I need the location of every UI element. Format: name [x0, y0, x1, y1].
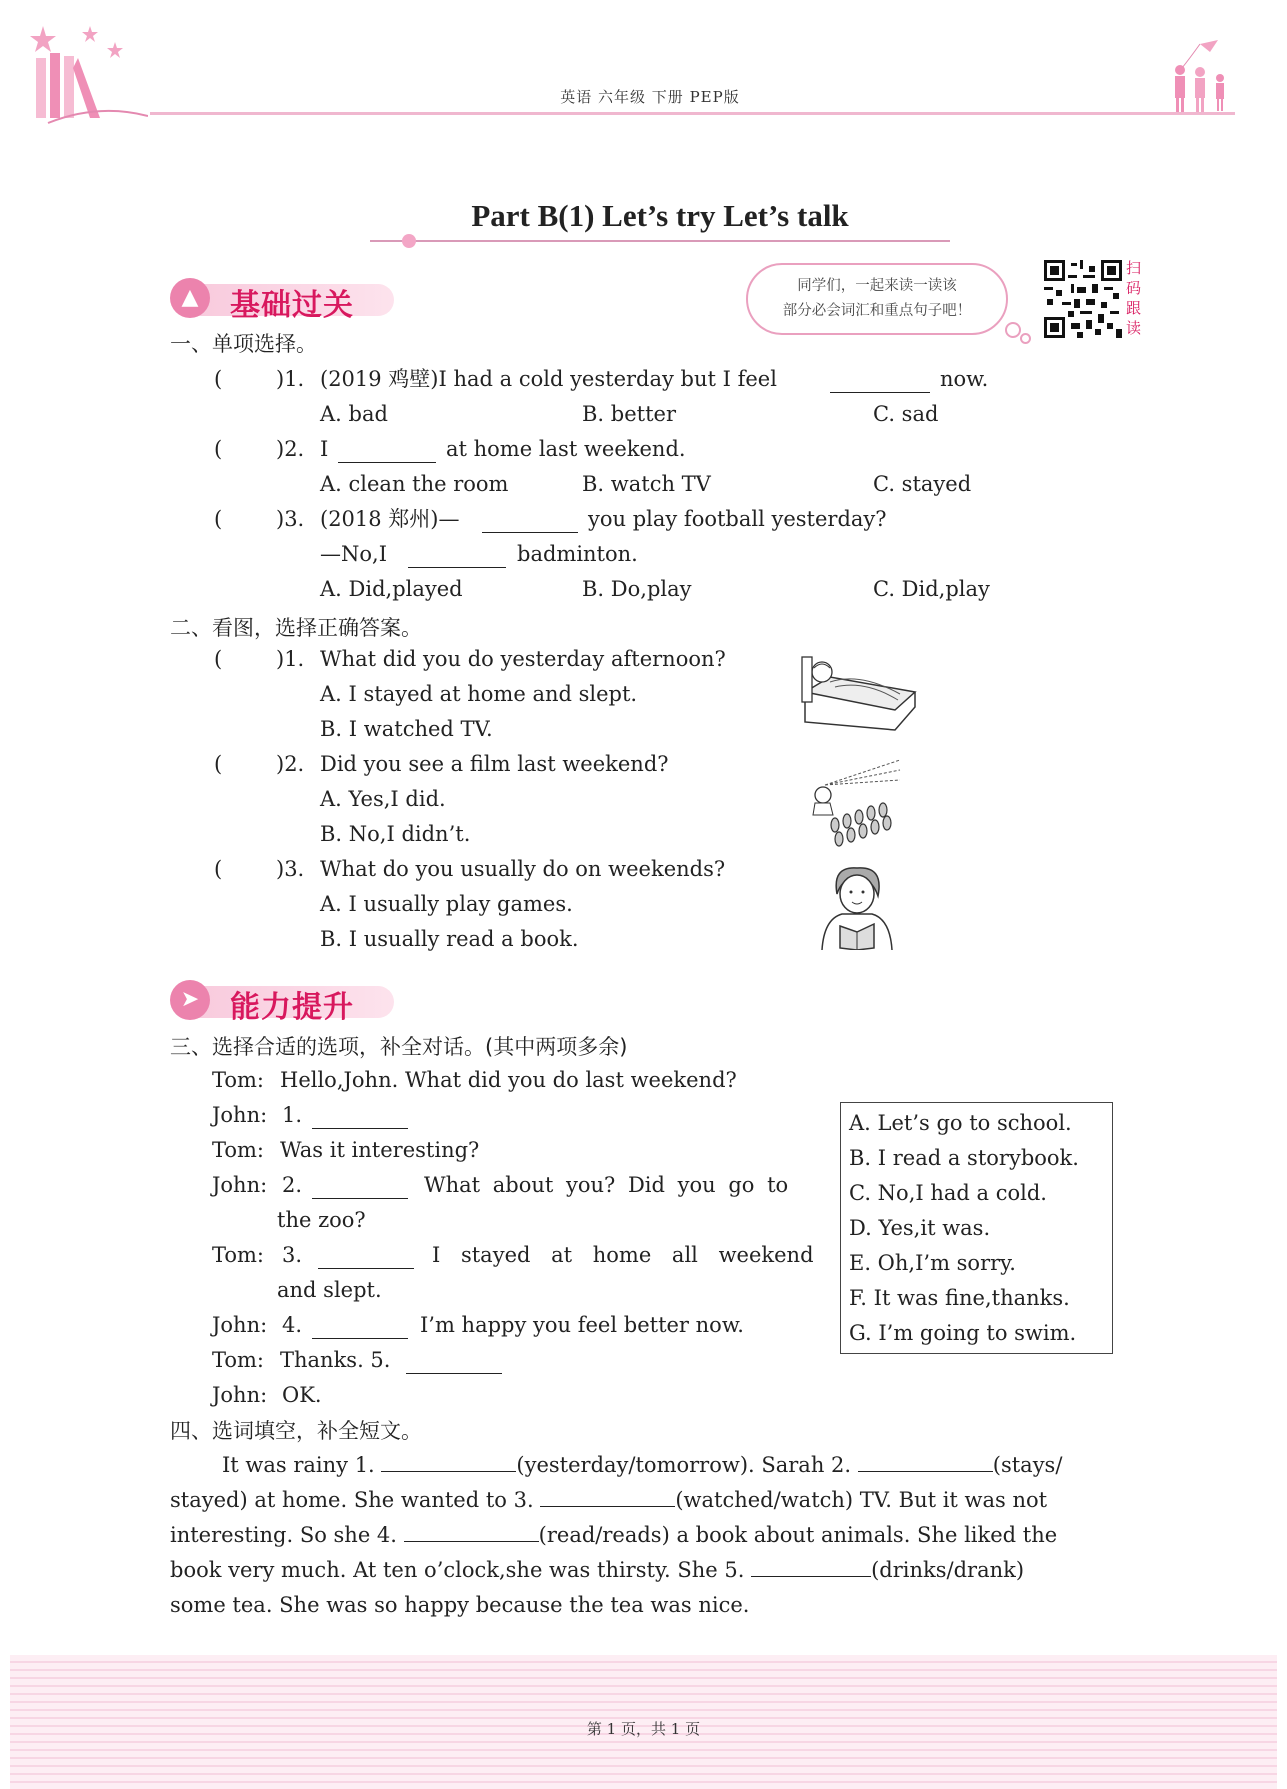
option-b: B. I watched TV.	[320, 717, 493, 741]
dialogue-speaker: John:	[212, 1383, 268, 1407]
option-b: B. watch TV	[582, 472, 711, 496]
question-paren: (	[214, 857, 223, 881]
question-paren: (	[214, 647, 223, 671]
answer-blank[interactable]	[381, 1451, 516, 1472]
title-dot	[402, 234, 416, 248]
question-paren: (	[214, 507, 223, 531]
dialogue-text: Hello,John. What did you do last weekend?	[280, 1068, 737, 1092]
dialogue-after: I stayed at home all weekend	[432, 1243, 814, 1267]
option-a: A. I stayed at home and slept.	[320, 682, 638, 706]
section-basic-banner	[170, 276, 405, 323]
option-item: G. I’m going to swim.	[849, 1321, 1077, 1345]
dialogue-speaker: Tom:	[212, 1348, 265, 1372]
answer-blank[interactable]	[338, 442, 436, 463]
part4-heading: 四、选词填空，补全短文。	[170, 1419, 422, 1443]
section-basic-label: 基础过关	[230, 288, 354, 323]
option-item: A. Let’s go to school.	[849, 1111, 1072, 1135]
option-a: A. Did,played	[320, 577, 463, 601]
option-b: B. Do,play	[582, 577, 692, 601]
answer-blank[interactable]	[751, 1556, 871, 1577]
option-b: B. No,I didn’t.	[320, 822, 471, 846]
passage-line: It was rainy 1. (yesterday/tomorrow). Sarah 2. (stays/	[222, 1453, 1063, 1477]
option-c: C. Did,play	[873, 577, 990, 601]
part1-heading: 一、单项选择。	[170, 332, 317, 356]
question-text: I	[320, 437, 329, 461]
header-rule	[150, 112, 1235, 115]
bubble-line-2: 部分必会词汇和重点句子吧！	[782, 303, 972, 319]
section-advanced-label: 能力提升	[230, 990, 354, 1025]
passage-line: book very much. At ten o’clock,she was thirsty. She 5. (drinks/drank)	[170, 1558, 1025, 1582]
dialogue-text: OK.	[282, 1383, 322, 1407]
passage-line: some tea. She was so happy because the tea was nice.	[170, 1593, 750, 1617]
question-line2: —No,I	[320, 542, 387, 566]
question-number: )1.	[276, 367, 305, 391]
qr-label: 扫 码 跟 读	[1126, 259, 1142, 337]
option-a: A. bad	[320, 402, 388, 426]
options-box	[840, 1102, 1113, 1354]
part2-heading: 二、看图，选择正确答案。	[170, 616, 422, 640]
question-paren: (	[214, 437, 223, 461]
bubble-line-1: 同学们，一起来读一读该	[797, 278, 957, 294]
answer-blank[interactable]	[830, 372, 930, 393]
option-item: C. No,I had a cold.	[849, 1181, 1047, 1205]
header-kids-illustration	[1160, 38, 1240, 116]
option-a: A. I usually play games.	[320, 892, 573, 916]
option-b: B. better	[582, 402, 676, 426]
section-advanced-banner	[170, 978, 405, 1025]
question-text: (2019 鸡壁)I had a cold yesterday but I feel	[320, 367, 777, 391]
answer-blank[interactable]	[408, 547, 506, 568]
answer-blank[interactable]	[482, 512, 578, 533]
page-title: Part B(1) Let’s try Let’s talk	[471, 198, 849, 233]
question-text: What did you do yesterday afternoon?	[320, 647, 726, 671]
answer-blank[interactable]	[404, 1521, 539, 1542]
sleeping-in-bed-image	[800, 652, 920, 732]
header-logo	[28, 18, 148, 128]
question-text: What do you usually do on weekends?	[320, 857, 726, 881]
dialogue-text: Thanks. 5.	[280, 1348, 391, 1372]
answer-blank[interactable]	[858, 1451, 993, 1472]
question-number: )2.	[276, 752, 305, 776]
answer-blank[interactable]	[540, 1486, 675, 1507]
answer-blank[interactable]	[312, 1178, 408, 1199]
dialogue-text: 3.	[282, 1243, 303, 1267]
bubble-tail-small	[1020, 333, 1031, 344]
dialogue-continued: the zoo?	[277, 1208, 366, 1232]
option-a: A. Yes,I did.	[320, 787, 446, 811]
option-a: A. clean the room	[320, 472, 509, 496]
girl-reading-image	[812, 864, 902, 950]
dialogue-text: Was it interesting?	[280, 1138, 480, 1162]
qr-code-icon[interactable]	[1044, 260, 1122, 338]
dialogue-speaker: John:	[212, 1313, 268, 1337]
question-tail: at home last weekend.	[446, 437, 686, 461]
answer-blank[interactable]	[312, 1318, 408, 1339]
dialogue-speaker: John:	[212, 1173, 268, 1197]
rocket-icon: ➤	[170, 980, 210, 1020]
speech-bubble	[746, 263, 1008, 335]
question-paren: (	[214, 367, 223, 391]
graduation-cap-icon: ▲	[170, 278, 210, 318]
dialogue-after: What about you? Did you go to	[424, 1173, 789, 1197]
dialogue-speaker: Tom:	[212, 1243, 265, 1267]
header-text: 英语 六年级 下册 PEP版	[560, 88, 740, 106]
dialogue-continued: and slept.	[277, 1278, 382, 1302]
question-tail: now.	[940, 367, 989, 391]
question-paren: (	[214, 752, 223, 776]
option-item: B. I read a storybook.	[849, 1146, 1079, 1170]
question-number: )1.	[276, 647, 305, 671]
dialogue-speaker: Tom:	[212, 1138, 265, 1162]
question-number: )2.	[276, 437, 305, 461]
option-b: B. I usually read a book.	[320, 927, 579, 951]
question-line2-tail: badminton.	[517, 542, 638, 566]
bubble-tail	[1005, 322, 1021, 338]
question-text: (2018 郑州)—	[320, 507, 460, 531]
option-c: C. stayed	[873, 472, 972, 496]
page-number: 第 1 页，共 1 页	[586, 1720, 701, 1738]
part3-heading: 三、选择合适的选项，补全对话。(其中两项多余)	[170, 1035, 628, 1059]
dialogue-speaker: Tom:	[212, 1068, 265, 1092]
option-item: D. Yes,it was.	[849, 1216, 991, 1240]
option-item: F. It was fine,thanks.	[849, 1286, 1070, 1310]
question-number: )3.	[276, 857, 305, 881]
question-number: )3.	[276, 507, 305, 531]
question-tail: you play football yesterday?	[588, 507, 887, 531]
dialogue-text: 2.	[282, 1173, 303, 1197]
answer-blank[interactable]	[312, 1108, 408, 1129]
title-underline	[370, 240, 950, 242]
option-c: C. sad	[873, 402, 939, 426]
cinema-audience-image	[805, 755, 905, 850]
question-text: Did you see a film last weekend?	[320, 752, 669, 776]
dialogue-text: 1.	[282, 1103, 303, 1127]
passage-line: interesting. So she 4. (read/reads) a book about animals. She liked the	[170, 1523, 1058, 1547]
dialogue-after: I’m happy you feel better now.	[420, 1313, 744, 1337]
option-item: E. Oh,I’m sorry.	[849, 1251, 1016, 1275]
passage-line: stayed) at home. She wanted to 3. (watched/watch) TV. But it was not	[170, 1488, 1048, 1512]
dialogue-speaker: John:	[212, 1103, 268, 1127]
answer-blank[interactable]	[318, 1248, 414, 1269]
answer-blank[interactable]	[406, 1353, 502, 1374]
dialogue-text: 4.	[282, 1313, 303, 1337]
